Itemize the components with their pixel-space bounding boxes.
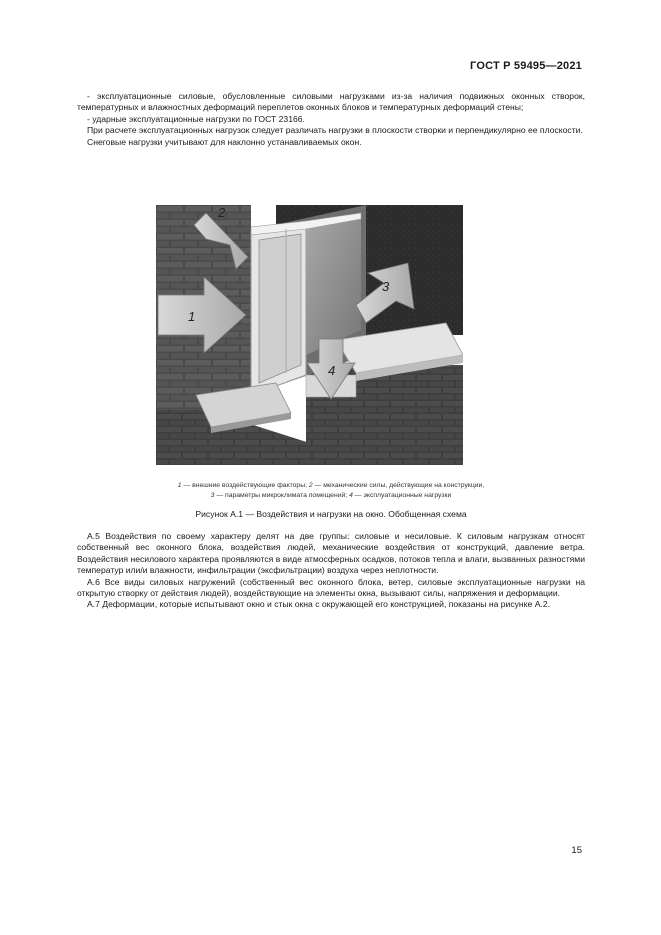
standard-code: ГОСТ Р 59495—2021: [470, 60, 582, 72]
label-1: 1: [188, 309, 196, 324]
page-number: 15: [571, 845, 582, 856]
legend-num-4: 4: [349, 492, 353, 499]
main-text: [77, 531, 585, 611]
legend-line-1: [77, 481, 585, 491]
label-4: 4: [328, 363, 336, 378]
intro-text: [77, 91, 585, 148]
legend-text-3: — параметры микроклимата помещений;: [214, 492, 350, 499]
label-2: 2: [218, 205, 226, 220]
legend-text-4: — эксплуатационные нагрузки: [352, 492, 452, 499]
legend-num-2: 2: [308, 482, 313, 489]
window-frame-inner: [259, 234, 301, 383]
paragraph-a7: А.7 Деформации, которые испытывают окно и стык окна с окружающей его конструкцией, показаны на рисунке А.2.: [87, 599, 550, 610]
legend-line-2: [77, 491, 585, 501]
window-loads-figure: [156, 205, 463, 465]
intro-line-4: Снеговые нагрузки учитывают для наклонно устанавливаемых окон.: [87, 136, 362, 147]
legend-num-1: 1: [177, 482, 182, 489]
intro-line-1: - эксплуатационные силовые, обусловленные силовыми нагрузками из-за наличия подвижных оконных створок, температурных и влажностных деформаций переплетов оконных блоков и температурных деформаций стены;: [77, 91, 585, 113]
label-3: 3: [382, 279, 390, 294]
paragraph-a5: А.5 Воздействия по своему характеру делят на две группы: силовые и несиловые. К силовым нагрузкам относят собственный вес оконного блока, воздействия людей, механические воздействия от конструкций, давление ветра. Воздействия несилового характера проявляются в виде атмосферных осадков, потоков тепла и влаги, вызванных разностями температур или/и влажности, инфильтрации (эксфильтрации) воздуха через неплотности.: [77, 531, 585, 576]
figure-caption: Рисунок А.1 — Воздействия и нагрузки на окно. Обобщенная схема: [195, 509, 467, 519]
intro-line-3: При расчете эксплуатационных нагрузок следует различать нагрузки в плоскости створки и перпендикулярно ее плоскости.: [87, 125, 583, 136]
legend-text-2: — механические силы, действующие на конструкции,: [312, 482, 485, 489]
legend-num-3: 3: [210, 492, 215, 499]
intro-line-2: - ударные эксплуатационные нагрузки по ГОСТ 23166.: [87, 113, 305, 124]
legend-text-1: — внешние воздействующие факторы;: [181, 482, 309, 489]
figure-legend: [77, 481, 585, 501]
paragraph-a6: А.6 Все виды силовых нагружений (собственный вес оконного блока, ветер, силовые эксплуатационные нагрузки на открытую створку от действия людей), воздействующие на элементы окна, вызывают силы, напряжения и деформации.: [77, 576, 585, 599]
